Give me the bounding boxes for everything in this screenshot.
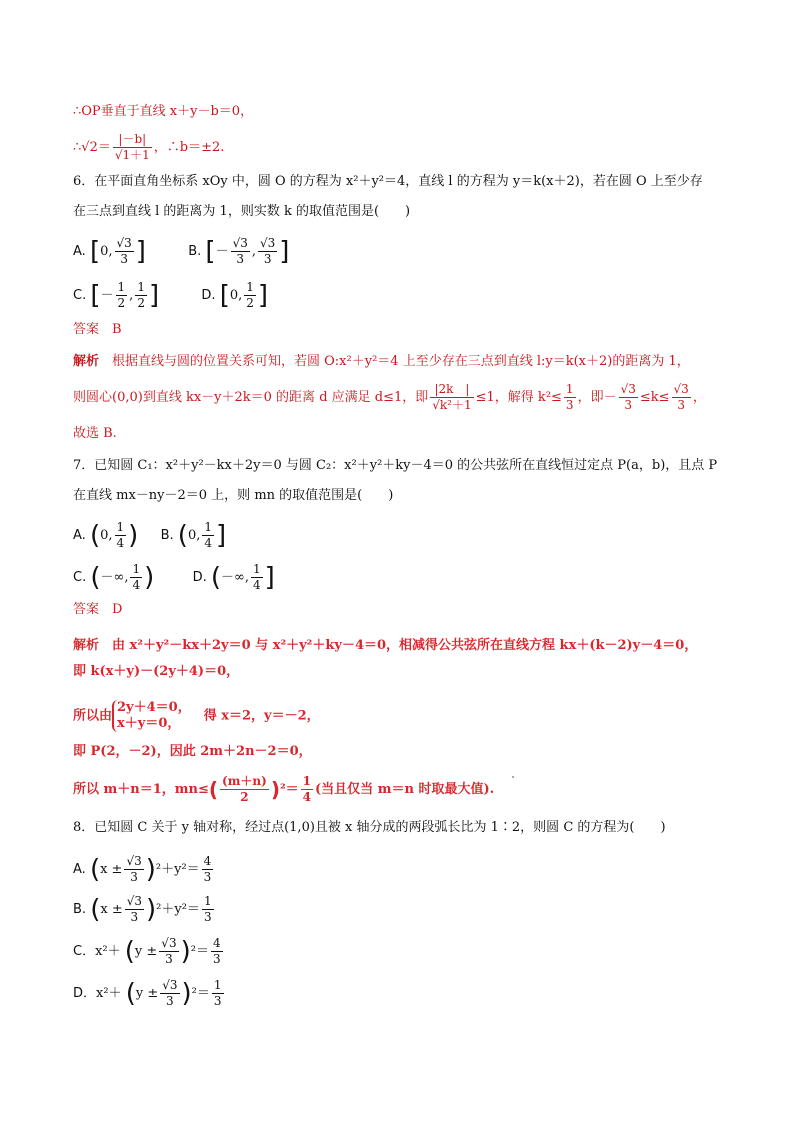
option-c-label: C. xyxy=(73,570,87,585)
fraction: $\frac{|-b|}{√1+1}$ xyxy=(114,132,150,162)
solution-label: 解析 xyxy=(73,354,100,369)
q7-options-row-2: C. (－∞, $\frac{1}{4}$ ) D. (－∞, $\frac{1}{4}$ ] xyxy=(73,562,275,593)
q6-options-row-1: A. [0, $\frac{√3}{3}$ ] B. [－ $\frac{√3}{3}$ , $\frac{√3}{3}$ ] xyxy=(73,236,290,267)
q8-option-a: A. (x ± $\frac{√3}{3}$ )²＋y²＝ $\frac{4}{3}$ xyxy=(73,854,212,885)
equation-system: 2y＋4＝0， x＋y＝0， xyxy=(112,700,191,732)
q6-stem-line-2: 在三点到直线 l 的距离为 1，则实数 k 的取值范围是( ) xyxy=(73,204,411,219)
q8-stem: 8．已知圆 C 关于 y 轴对称，经过点(1,0)且被 x 轴分成的两段弧长比为 1∶2，则圆 C 的方程为( ) xyxy=(73,820,666,835)
q6-solution-line-1: 解析 根据直线与圆的位置关系可知，若圆 O:x²＋y²＝4 上至少存在三点到直线 l:y＝k(x＋2)的距离为 1， xyxy=(73,354,690,369)
prev-solution-line-1: ∴OP垂直于直线 x＋y－b＝0， xyxy=(73,104,254,119)
q8-option-c: C．x²＋ (y ± $\frac{√3}{3}$ )²＝ $\frac{4}{3}$ xyxy=(73,936,221,967)
q6-stem-line-1: 6．在平面直角坐标系 xOy 中，圆 O 的方程为 x²＋y²＝4，直线 l 的方程为 y＝k(x＋2)，若在圆 O 上至少存 xyxy=(73,174,703,189)
q6-solution-line-2: 则圆心(0,0)到直线 kx－y＋2k＝0 的距离 d 应满足 d≤1，即 $\frac{|2k |}{\text{√k²＋1}}$ ≤1，解得 k²≤ $\frac{1}{3}$ ，即－ $\frac{√3}{3}$ ≤k≤ $\frac{√3}{3}$ ， xyxy=(73,382,706,412)
option-a-label: A. xyxy=(73,244,86,259)
option-d-label: D. xyxy=(192,570,207,585)
option-c-label: C. xyxy=(73,288,87,303)
q7-solution-line-3: 所以由 2y＋4＝0， x＋y＝0， 得 x＝2，y＝－2， xyxy=(73,700,320,731)
option-b-label: B. xyxy=(73,902,87,917)
q6-answer: 答案 B xyxy=(73,322,122,337)
option-b-label: B. xyxy=(188,244,202,259)
q6-solution-line-3: 故选 B. xyxy=(73,426,117,441)
q7-answer: 答案 D xyxy=(73,602,123,617)
q7-solution-line-5: 所以 m＋n＝1，mn≤( $\frac{(m+n)}{2}$ )²＝ $\frac{1}{4}$ (当且仅当 m＝n 时取最大值). xyxy=(73,774,495,804)
option-c-label: C． xyxy=(73,944,96,959)
q7-solution-line-1: 解析 由 x²＋y²－kx＋2y＝0 与 x²＋y²＋ky－4＝0，相减得公共弦所在直线方程 kx＋(k－2)y－4＝0， xyxy=(73,638,698,653)
q7-solution-line-4: 即 P(2，－2)，因此 2m＋2n－2＝0， xyxy=(73,744,312,759)
option-b-label: B. xyxy=(160,528,174,543)
option-a-label: A. xyxy=(73,862,86,877)
option-d-label: D． xyxy=(73,986,97,1001)
q8-option-d: D．x²＋ (y ± $\frac{√3}{3}$ )²＝ $\frac{1}{3}$ xyxy=(73,978,222,1009)
q6-options-row-2: C. [－ $\frac{1}{2}$ , $\frac{1}{2}$ ] D. [0, $\frac{1}{2}$ ] xyxy=(73,280,269,311)
option-d-label: D. xyxy=(201,288,216,303)
q8-option-b: B. (x ± $\frac{√3}{3}$ )²＋y²＝ $\frac{1}{3}$ xyxy=(73,894,212,925)
q7-stem-line-1: 7．已知圆 C₁：x²＋y²－kx＋2y＝0 与圆 C₂：x²＋y²＋ky－4＝0 的公共弦所在直线恒过定点 P(a，b)，且点 P xyxy=(73,458,718,473)
q7-solution-line-2: 即 k(x＋y)－(2y＋4)＝0， xyxy=(73,664,240,679)
option-a-label: A. xyxy=(73,528,86,543)
scan-dot xyxy=(512,776,514,778)
prev-solution-line-2: ∴√2＝ $\frac{|-b|}{√1+1}$ ，∴b＝±2. xyxy=(73,132,225,162)
q7-options-row-1: A. (0, $\frac{1}{4}$ ) B. (0, $\frac{1}{4}$ ] xyxy=(73,520,227,551)
solution-label: 解析 xyxy=(73,638,100,653)
q7-stem-line-2: 在直线 mx－ny－2＝0 上，则 mn 的取值范围是( ) xyxy=(73,488,394,503)
